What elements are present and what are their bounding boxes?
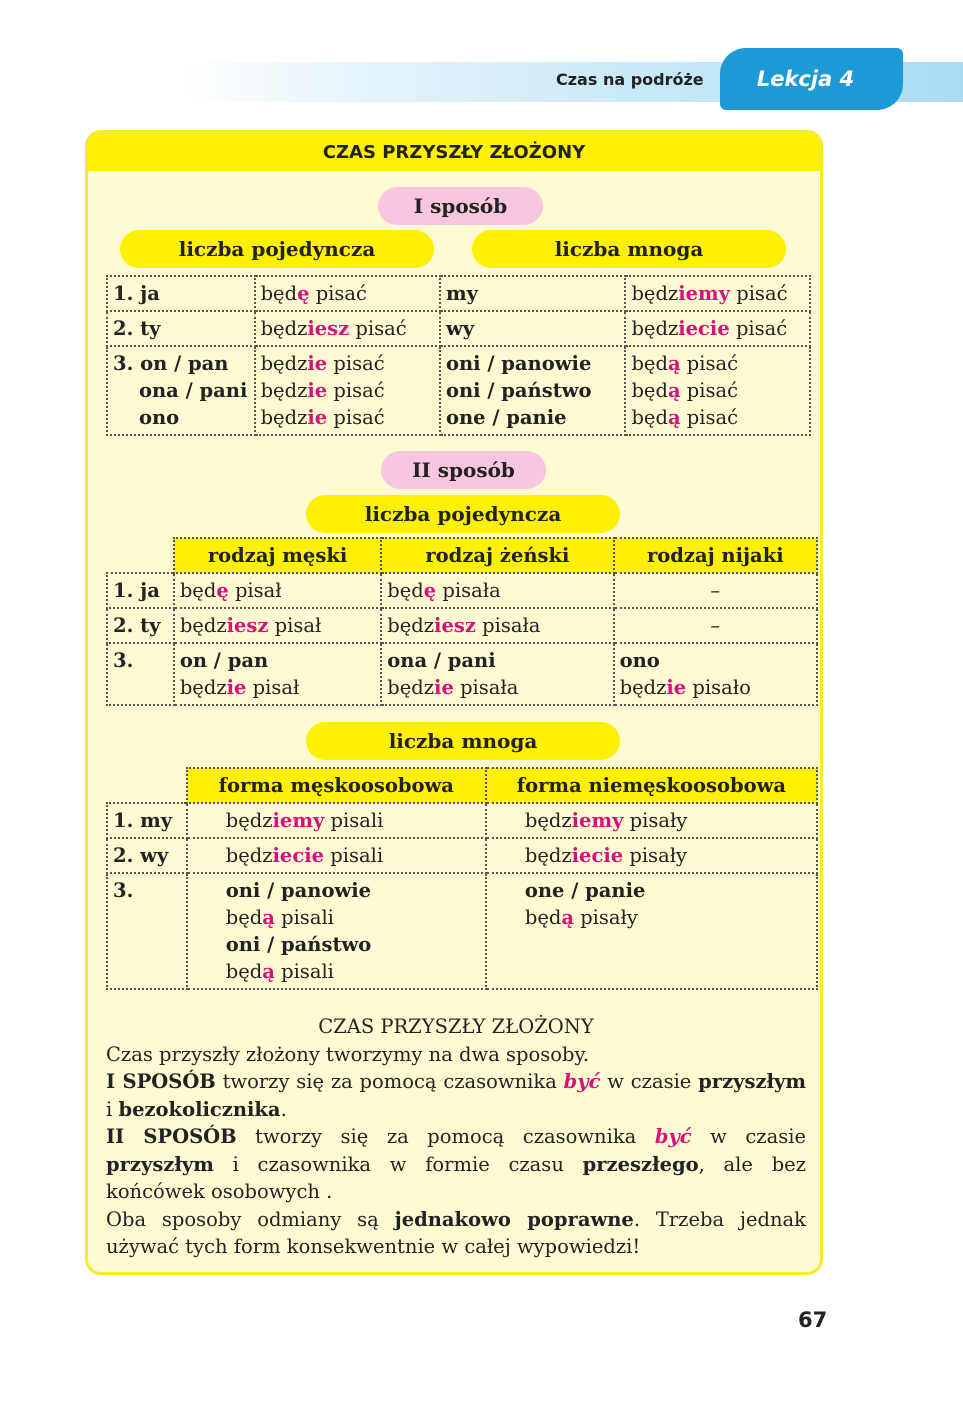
note-intro: Czas przyszły złożony tworzymy na dwa sposoby. — [106, 1042, 590, 1066]
verb-cell: ona / pani będzie pisała — [381, 643, 613, 705]
lesson-tab: Lekcja 4 — [720, 48, 903, 110]
column-header: forma męskoosobowa — [187, 768, 486, 803]
table-row — [107, 573, 817, 608]
person-cell: oni / panowie oni / państwo one / panie — [440, 346, 625, 435]
method1-plural-label: liczba mnoga — [472, 230, 786, 268]
table-row — [107, 803, 817, 838]
method2-plural-label: liczba mnoga — [306, 722, 620, 760]
column-header: rodzaj żeński — [381, 538, 613, 573]
column-header: rodzaj męski — [174, 538, 381, 573]
table-header-row — [107, 768, 817, 803]
person-cell: my — [440, 276, 625, 311]
verb-cell: będę pisać — [255, 276, 440, 311]
method2-singular-table — [106, 537, 818, 706]
person-cell: 1. my — [107, 803, 187, 838]
grammar-box — [85, 130, 823, 1275]
method1-label: I sposób — [378, 187, 543, 225]
table-row — [107, 873, 817, 989]
verb-cell: będziecie pisały — [486, 838, 817, 873]
table-row — [107, 346, 810, 435]
table-row — [107, 276, 810, 311]
verb-cell: oni / panowie będą pisali oni / państwo będą pisali — [187, 873, 486, 989]
method2-label: II sposób — [381, 451, 546, 489]
method1-table — [106, 275, 811, 436]
person-cell: 2. ty — [107, 608, 174, 643]
verb-cell: one / panie będą pisały — [486, 873, 817, 989]
verb-cell: będziemy pisały — [486, 803, 817, 838]
verb-cell: będą pisać będą pisać będą pisać — [625, 346, 810, 435]
page-number: 67 — [798, 1308, 828, 1332]
verb-cell: – — [614, 608, 817, 643]
verb-cell: będzie pisać będzie pisać będzie pisać — [255, 346, 440, 435]
table-row — [107, 838, 817, 873]
verb-cell: będziemy pisać — [625, 276, 810, 311]
verb-cell: będę pisał — [174, 573, 381, 608]
verb-cell: będziecie pisali — [187, 838, 486, 873]
column-header: rodzaj nijaki — [614, 538, 817, 573]
verb-cell: będziesz pisała — [381, 608, 613, 643]
person-cell: 2. ty — [107, 311, 255, 346]
table-header-row — [107, 538, 817, 573]
method2-plural-table — [106, 767, 818, 990]
verb-cell: – — [614, 573, 817, 608]
note-title: CZAS PRZYSZŁY ZŁOŻONY — [318, 1015, 594, 1038]
person-cell: 2. wy — [107, 838, 187, 873]
box-title: CZAS PRZYSZŁY ZŁOŻONY — [88, 133, 820, 171]
note-method2: II SPOSÓB tworzy się za pomocą czasownika być w czasie przyszłym i czasownika w formie czasu przeszłego, ale bez końcówek osobowych . — [106, 1125, 806, 1203]
person-cell: 3. — [107, 873, 187, 989]
person-cell: 3. — [107, 643, 174, 705]
verb-cell: on / pan będzie pisał — [174, 643, 381, 705]
method2-singular-label: liczba pojedyncza — [306, 495, 620, 533]
note-conclusion: Oba sposoby odmiany są jednakowo poprawne. Trzeba jednak używać tych form konsekwentnie w całej wypowiedzi! — [106, 1207, 806, 1258]
person-cell: 1. ja — [107, 276, 255, 311]
verb-cell: będę pisała — [381, 573, 613, 608]
person-cell: 1. ja — [107, 573, 174, 608]
table-row — [107, 608, 817, 643]
verb-cell: ono będzie pisało — [614, 643, 817, 705]
method1-singular-label: liczba pojedyncza — [120, 230, 434, 268]
person-cell: 3. on / pan ona / pani ono — [107, 346, 255, 435]
table-row — [107, 643, 817, 705]
table-row — [107, 311, 810, 346]
section-title: Czas na podróże — [556, 70, 704, 89]
verb-cell: będziesz pisał — [174, 608, 381, 643]
verb-cell: będziecie pisać — [625, 311, 810, 346]
explanation-note — [106, 1013, 806, 1261]
verb-cell: będziesz pisać — [255, 311, 440, 346]
person-cell: wy — [440, 311, 625, 346]
note-method1: I SPOSÓB tworzy się za pomocą czasownika być w czasie przyszłym i bezokolicznika. — [106, 1070, 806, 1121]
verb-cell: będziemy pisali — [187, 803, 486, 838]
column-header: forma niemęskoosobowa — [486, 768, 817, 803]
